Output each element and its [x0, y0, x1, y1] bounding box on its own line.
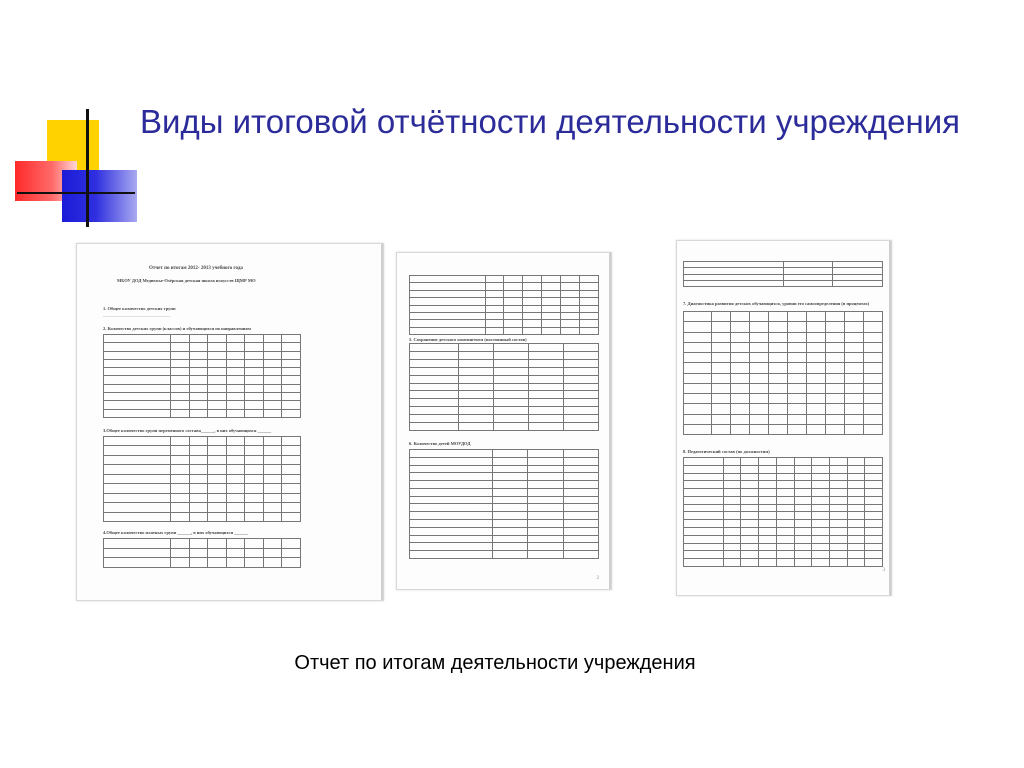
decor-blue-square: [62, 170, 137, 222]
page1-org: МБОУ ДОД Медвежье-Озёрская детская школа искусств ЩМР МО: [117, 278, 256, 283]
page1-table-2: [103, 436, 301, 522]
page2-table-6: [409, 449, 599, 559]
page1-section-2: 2. Количество детских групп (классов) и обучающихся по направлениям: [103, 326, 251, 331]
decor-vertical-line: [86, 109, 89, 227]
decor-horizontal-line: [17, 192, 135, 194]
page1-table-1: [103, 334, 301, 418]
page1-line: ______________________________: [103, 312, 171, 317]
slide-caption: Отчет по итогам деятельности учреждения: [294, 652, 696, 674]
page1-section-1: 1. Общее количество детских групп: [103, 306, 176, 311]
page2-table-5: [409, 343, 599, 431]
page1-edge: [381, 244, 383, 600]
page3-table-7: [683, 311, 883, 435]
report-page-1: [76, 243, 384, 601]
page3-number: 3: [882, 568, 885, 573]
page3-section-7: 7. Диагностика развития детских обучающихся, уровни его самоопределения (в процентах): [683, 301, 870, 306]
page3-edge: [889, 241, 891, 595]
page2-section-6: 6. Количество детей МОУДОД: [409, 441, 471, 446]
slide-title: Виды итоговой отчётности деятельности учреждения: [140, 103, 961, 140]
page2-section-5: 5. Сохранение детского контингента (постоянный состав): [409, 337, 527, 342]
page1-heading: Отчет по итогам 2012- 2013 учебного года: [149, 266, 243, 271]
page2-edge: [609, 253, 611, 589]
report-page-2: [396, 252, 612, 590]
page2-table-top: [409, 275, 599, 335]
page3-table-top: [683, 261, 883, 287]
page3-table-8: [683, 457, 883, 567]
page1-table-3: [103, 538, 301, 568]
page1-section-3: 3.Общее количество групп переменного состава______, в них обучающихся ______: [103, 428, 272, 433]
report-page-3: [676, 240, 892, 596]
page3-section-8: 8. Педагогический состав (по должностям): [683, 449, 770, 454]
page1-section-4: 4.Общее количество платных групп ______, в них обучающихся ______: [103, 530, 248, 535]
page2-number: 2: [596, 576, 599, 581]
